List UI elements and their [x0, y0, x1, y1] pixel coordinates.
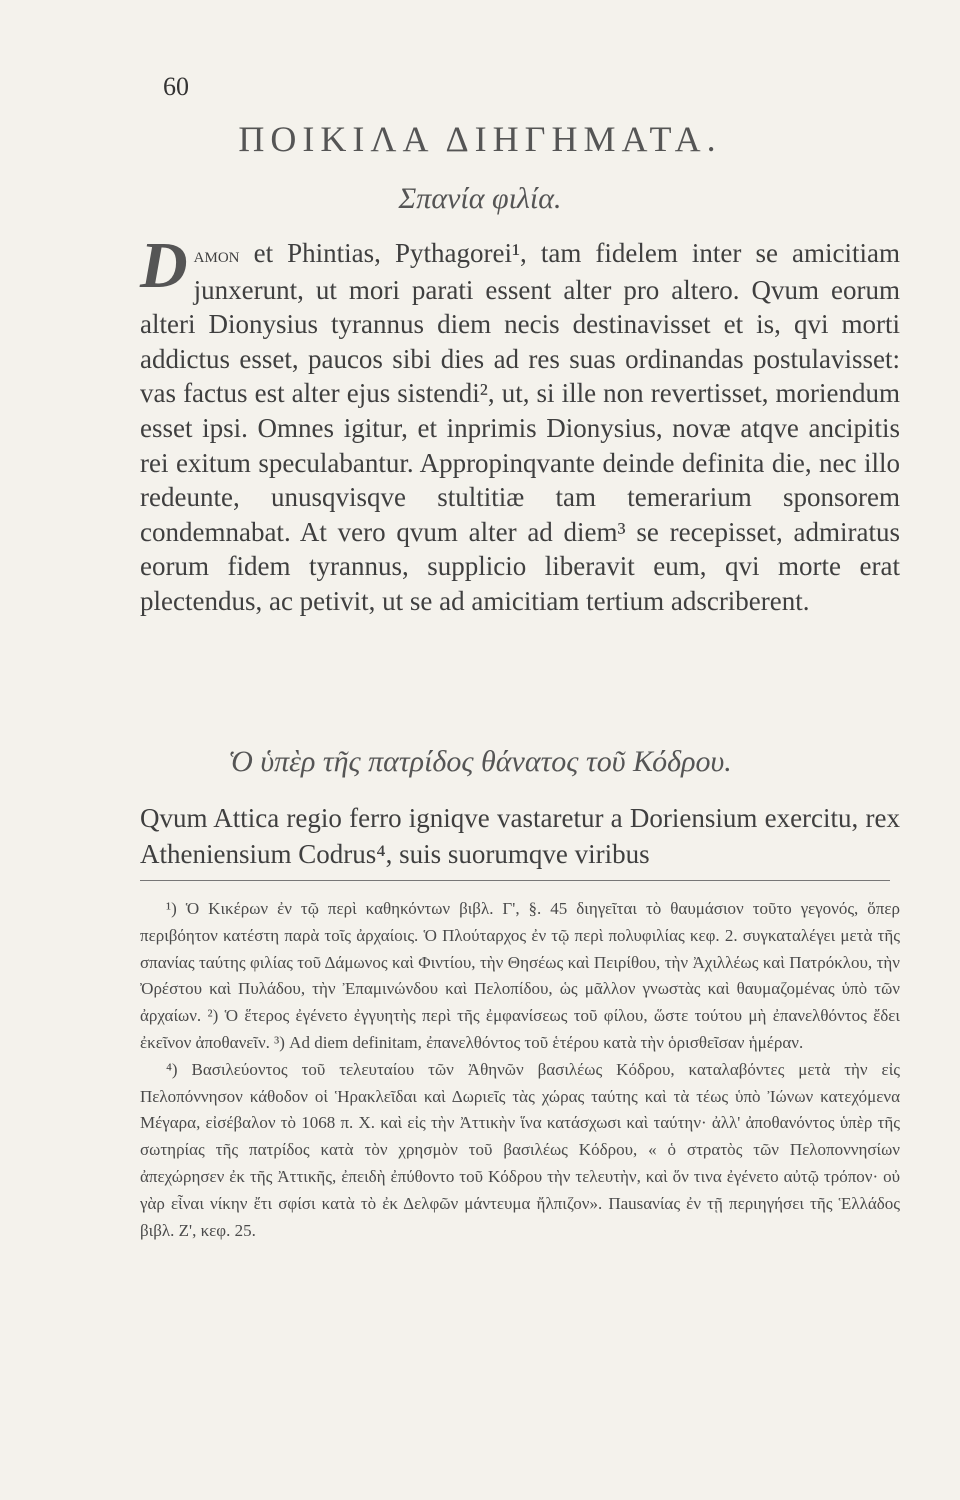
story-damon-phintias: [140, 229, 900, 619]
drop-cap: D: [140, 229, 188, 302]
story-title-death-of-codrus: Ὁ ὑπὲρ τῆς πατρίδος θάνατος τοῦ Κόδρου.: [228, 745, 732, 778]
story-codrus-text: Qvum Attica regio ferro igniqve vastaretur a Doriensium exercitu, rex Atheniensium Codrus⁴, suis suorumqve viribus: [140, 803, 900, 869]
footnote-4: ⁴) Βασιλεύοντος τοῦ τελευταίου τῶν Ἀθηνῶν βασιλέως Κόδρου, καταλαβόντες μετὰ τὴν εἰς Πελοπόννησον κάθοδον οἱ Ἡρακλεῖδαι καὶ Δωριεῖς τὰς χώρας ταύτης καὶ τὰ τέως ὑπὸ Ἰώνων κατεχόμενα Μέγαρα, εἰσέβαλον τὸ 1068 π. Χ. καὶ εἰς τὴν Ἀττικὴν ἵνα κατάσχωσι καὶ ταύτην· ἀλλ' ἀποθανόντος ὑπὲρ τῆς σωτηρίας τῆς πατρίδος κατὰ τὸν χρησμὸν τοῦ βασιλέως Κόδρου, « ὁ στρατὸς τῶν Πελοποννησίων ἀπεχώρησεν ἐκ τῆς Ἀττικῆς, ἐπειδὴ ἐπύθοντο τοῦ Κόδρου τὴν τελευτὴν, καὶ ὅν τινα ἐγένετο αὐτῷ τρόπον· οὐ γὰρ εἶναι νίκην ἔτι σφίσι κατὰ τὸ ἐκ Δελφῶν μάντευμα ἤλπιζον». Πausανίας ἐν τῇ περιηγήσει τῆς Ἑλλάδος βιβλ. Ζ', κεφ. 25.: [140, 1059, 900, 1240]
page-number: 60: [163, 72, 189, 101]
page-title: ΠΟΙΚΙΛΑ ΔΙΗΓΗΜΑΤΑ.: [238, 119, 722, 159]
drop-cap-continuation: amon: [193, 243, 240, 267]
story-damon-phintias-text: et Phintias, Pythagorei¹, tam fidelem inter se amicitiam junxerunt, ut mori parati essent alter pro altero. Qvum eorum alteri Dionysius tyrannus diem necis destinavisset et is, qvi morti addictus esset, paucos sibi dies ad res suas ordinandas postulavisset: vas factus est alter ejus sistendi², ut, si ille non revertisset, moriendum esset ipsi. Omnes igitur, et inprimis Dionysius, novæ atqve ancipitis rei exitum speculabantur. Appropinqvante deinde definita die, nec illo redeunte, unusqvisqve stultitiæ tam temerarium sponsorem condemnabat. At vero qvum alter ad diem³ se recepisset, admiratus eorum fidem tyrannus, supplicio liberavit eum, qvi morte erat plectendus, ac petivit, ut se ad amicitiam tertium adscriberent.: [140, 238, 900, 616]
footnote-divider: [140, 880, 890, 881]
footnote-1-3: ¹) Ὁ Κικέρων ἐν τῷ περὶ καθηκόντων βιβλ. Γ', §. 45 διηγεῖται τὸ θαυμάσιον τοῦτο γεγονός, ὅπερ περιβόητον κατέστη παρὰ τοῖς ἀρχαίοις. Ὁ Πλούταρχος ἐν τῷ περὶ πολυφιλίας κεφ. 2. συγκαταλέγει μετὰ τῆς σπανίας ταύτης φιλίας τοῦ Δάμωνος καὶ Φιντίου, τὴν Θησέως καὶ Πειρίθου, τὴν Ἀχιλλέως καὶ Πατρόκλου, τὴν Ὀρέστου καὶ Πυλάδου, τὴν Ἐπαμινώνδου καὶ Πελοπίδου, ὡς μᾶλλον γνωστὰς καὶ θαυμαζομένας ὑπὸ τῶν ἀρχαίων. ²) Ὁ ἕτερος ἐγένετο ἐγγυητὴς περὶ τῆς ἐμφανίσεως τοῦ φίλου, ὥστε τούτου μὴ ἐπανελθόντος ἔδει ἐκεῖνον ἀποθανεῖν. ³) Ad diem definitam, ἐπανελθόντος τοῦ ἑτέρου κατὰ τὴν ὁρισθεῖσαν ἡμέραν.: [140, 899, 900, 1052]
story-title-rare-friendship: Σπανία φιλία.: [398, 182, 562, 215]
footnotes: [140, 896, 900, 1244]
